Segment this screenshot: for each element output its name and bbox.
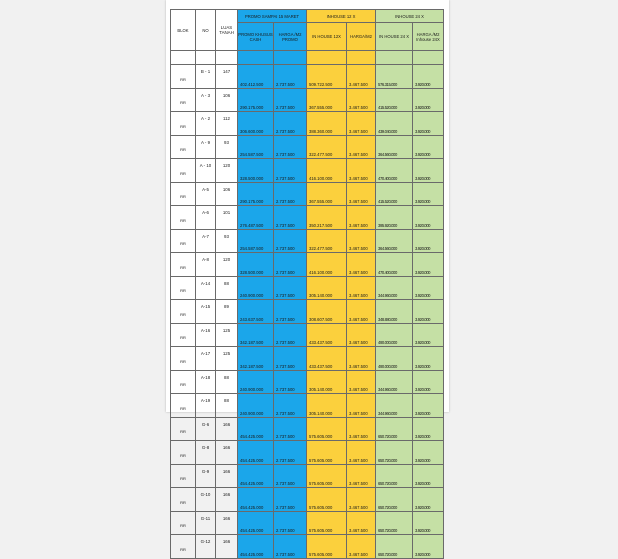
cell-promo-cash: 454.425.000 (238, 417, 274, 441)
cell-promo-cash: 240.900.000 (238, 394, 274, 418)
cell-harga-promo: 2.737.500 (274, 229, 307, 253)
cell-harga-m2: 3.467.500 (347, 135, 376, 159)
cell-harga-m2: 3.467.500 (347, 300, 376, 324)
cell-harga-promo: 2.737.500 (274, 65, 307, 89)
cell-blok: RR (171, 464, 196, 488)
cell-harga-m2: 3.467.500 (347, 253, 376, 277)
cell-harga-inhouse24: 3.920.000 (413, 159, 444, 183)
cell-no: A-6 (196, 206, 216, 230)
cell-harga-m2: 3.467.500 (347, 229, 376, 253)
cell-inhouse24: 470.400.000 (376, 159, 413, 183)
cell-blok: RR (171, 370, 196, 394)
cell-no: A - 2 (196, 112, 216, 136)
cell-inhouse12: 575.605.000 (307, 417, 347, 441)
cell-inhouse12: 509.722.500 (307, 65, 347, 89)
cell-inhouse24: 439.040.000 (376, 112, 413, 136)
spacer-cell (274, 51, 307, 65)
cell-inhouse12: 305.140.000 (307, 276, 347, 300)
header-harga-inhouse24: HARGA /M2 Inhouse 24X (413, 23, 444, 51)
cell-inhouse24: 650.720.000 (376, 441, 413, 465)
cell-luas: 166 (216, 464, 238, 488)
cell-luas: 101 (216, 206, 238, 230)
table-row (171, 276, 444, 300)
cell-promo-cash: 402.412.500 (238, 65, 274, 89)
cell-luas: 166 (216, 417, 238, 441)
cell-harga-promo: 2.737.500 (274, 300, 307, 324)
cell-promo-cash: 454.425.000 (238, 535, 274, 559)
cell-inhouse24: 344.960.000 (376, 276, 413, 300)
cell-inhouse24: 490.000.000 (376, 347, 413, 371)
cell-luas: 166 (216, 488, 238, 512)
cell-no: G-11 (196, 511, 216, 535)
header-group-promo: PROMO SAMPAI 15 MARET (238, 10, 307, 23)
cell-harga-m2: 3.467.500 (347, 276, 376, 300)
cell-harga-promo: 2.737.500 (274, 417, 307, 441)
price-list-sheet (166, 0, 449, 557)
table-row (171, 253, 444, 277)
table-row (171, 65, 444, 89)
cell-inhouse12: 322.477.500 (307, 229, 347, 253)
cell-harga-m2: 3.467.500 (347, 65, 376, 89)
table-body (171, 51, 444, 559)
cell-inhouse12: 416.100.000 (307, 159, 347, 183)
cell-harga-inhouse24: 3.920.000 (413, 347, 444, 371)
cell-harga-promo: 2.737.500 (274, 276, 307, 300)
cell-inhouse24: 415.520.000 (376, 88, 413, 112)
cell-harga-m2: 3.467.500 (347, 159, 376, 183)
cell-harga-inhouse24: 3.920.000 (413, 394, 444, 418)
table-row (171, 182, 444, 206)
cell-harga-inhouse24: 3.920.000 (413, 88, 444, 112)
cell-inhouse24: 650.720.000 (376, 511, 413, 535)
cell-harga-inhouse24: 3.920.000 (413, 182, 444, 206)
cell-promo-cash: 276.487.500 (238, 206, 274, 230)
cell-harga-promo: 2.737.500 (274, 253, 307, 277)
cell-harga-promo: 2.737.500 (274, 347, 307, 371)
table-row (171, 300, 444, 324)
spacer-cell (347, 51, 376, 65)
cell-inhouse12: 367.555.000 (307, 182, 347, 206)
header-harga-promo: HARGA /M2 PROMO (274, 23, 307, 51)
cell-promo-cash: 454.425.000 (238, 464, 274, 488)
cell-inhouse24: 344.960.000 (376, 370, 413, 394)
cell-blok: RR (171, 323, 196, 347)
cell-luas: 88 (216, 394, 238, 418)
cell-harga-promo: 2.737.500 (274, 88, 307, 112)
cell-promo-cash: 454.425.000 (238, 488, 274, 512)
cell-inhouse24: 364.560.000 (376, 135, 413, 159)
cell-promo-cash: 240.900.000 (238, 276, 274, 300)
cell-luas: 120 (216, 159, 238, 183)
header-inhouse24: IN HOUSE 24 X (376, 23, 413, 51)
cell-inhouse24: 576.315.000 (376, 65, 413, 89)
header-harga-m2: HARGA/M2 (347, 23, 376, 51)
table-row (171, 112, 444, 136)
cell-harga-promo: 2.737.500 (274, 511, 307, 535)
cell-inhouse12: 433.437.500 (307, 323, 347, 347)
cell-harga-promo: 2.737.500 (274, 441, 307, 465)
cell-blok: RR (171, 511, 196, 535)
cell-harga-m2: 3.467.500 (347, 511, 376, 535)
cell-no: A-14 (196, 276, 216, 300)
table-header (171, 10, 444, 51)
cell-promo-cash: 328.500.000 (238, 159, 274, 183)
cell-inhouse24: 650.720.000 (376, 417, 413, 441)
cell-harga-promo: 2.737.500 (274, 535, 307, 559)
cell-harga-inhouse24: 3.920.000 (413, 370, 444, 394)
cell-inhouse12: 575.605.000 (307, 488, 347, 512)
cell-luas: 88 (216, 276, 238, 300)
table-row (171, 135, 444, 159)
cell-inhouse12: 416.100.000 (307, 253, 347, 277)
cell-harga-m2: 3.467.500 (347, 417, 376, 441)
cell-promo-cash: 254.587.500 (238, 229, 274, 253)
table-row (171, 159, 444, 183)
cell-blok: RR (171, 300, 196, 324)
cell-harga-inhouse24: 3.920.000 (413, 300, 444, 324)
cell-blok: RR (171, 112, 196, 136)
cell-harga-m2: 3.467.500 (347, 464, 376, 488)
header-luas-tanah: LUAS TANAH (216, 10, 238, 51)
spacer-row (171, 51, 444, 65)
header-group-inhouse12: INHOUSE 12 X (307, 10, 376, 23)
cell-inhouse24: 650.720.000 (376, 464, 413, 488)
cell-luas: 93 (216, 229, 238, 253)
cell-harga-m2: 3.467.500 (347, 347, 376, 371)
cell-inhouse12: 575.605.000 (307, 441, 347, 465)
cell-harga-inhouse24: 3.920.000 (413, 112, 444, 136)
cell-blok: RR (171, 488, 196, 512)
cell-blok: RR (171, 253, 196, 277)
spacer-cell (413, 51, 444, 65)
spacer-cell (216, 51, 238, 65)
header-blok: BLOK (171, 10, 196, 51)
cell-blok: RR (171, 276, 196, 300)
cell-inhouse12: 305.140.000 (307, 370, 347, 394)
cell-harga-m2: 3.467.500 (347, 535, 376, 559)
header-promo-cash: PROMO KHUSUS CASH (238, 23, 274, 51)
cell-promo-cash: 342.187.500 (238, 323, 274, 347)
spacer-cell (376, 51, 413, 65)
cell-harga-promo: 2.737.500 (274, 464, 307, 488)
cell-harga-m2: 3.467.500 (347, 441, 376, 465)
cell-promo-cash: 254.587.500 (238, 135, 274, 159)
spacer-cell (196, 51, 216, 65)
cell-no: A-5 (196, 182, 216, 206)
cell-inhouse12: 575.605.000 (307, 464, 347, 488)
cell-promo-cash: 328.500.000 (238, 253, 274, 277)
cell-inhouse12: 305.140.000 (307, 394, 347, 418)
cell-harga-inhouse24: 3.920.000 (413, 229, 444, 253)
cell-harga-inhouse24: 3.920.000 (413, 65, 444, 89)
cell-promo-cash: 243.637.500 (238, 300, 274, 324)
cell-luas: 166 (216, 511, 238, 535)
cell-inhouse24: 415.520.000 (376, 182, 413, 206)
cell-harga-m2: 3.467.500 (347, 88, 376, 112)
cell-luas: 166 (216, 535, 238, 559)
cell-inhouse12: 575.605.000 (307, 511, 347, 535)
cell-harga-m2: 3.467.500 (347, 488, 376, 512)
cell-inhouse24: 470.400.000 (376, 253, 413, 277)
cell-luas: 166 (216, 441, 238, 465)
cell-harga-inhouse24: 3.920.000 (413, 206, 444, 230)
cell-blok: RR (171, 347, 196, 371)
table-row (171, 323, 444, 347)
cell-luas: 93 (216, 135, 238, 159)
table-row (171, 347, 444, 371)
header-no: NO (196, 10, 216, 51)
cell-luas: 112 (216, 112, 238, 136)
cell-promo-cash: 454.425.000 (238, 511, 274, 535)
cell-harga-m2: 3.467.500 (347, 112, 376, 136)
cell-blok: RR (171, 417, 196, 441)
cell-harga-inhouse24: 3.920.000 (413, 488, 444, 512)
cell-inhouse24: 650.720.000 (376, 488, 413, 512)
cell-no: B - 1 (196, 65, 216, 89)
cell-harga-promo: 2.737.500 (274, 112, 307, 136)
cell-harga-inhouse24: 3.920.000 (413, 417, 444, 441)
cell-promo-cash: 290.175.000 (238, 88, 274, 112)
cell-luas: 106 (216, 88, 238, 112)
cell-luas: 106 (216, 182, 238, 206)
cell-luas: 120 (216, 253, 238, 277)
cell-harga-inhouse24: 3.920.000 (413, 535, 444, 559)
cell-harga-m2: 3.467.500 (347, 206, 376, 230)
cell-harga-promo: 2.737.500 (274, 370, 307, 394)
price-table (170, 9, 444, 559)
cell-inhouse24: 650.720.000 (376, 535, 413, 559)
cell-harga-m2: 3.467.500 (347, 370, 376, 394)
header-inhouse12: IN HOUSE 12X (307, 23, 347, 51)
cell-harga-inhouse24: 3.920.000 (413, 276, 444, 300)
cell-luas: 88 (216, 370, 238, 394)
cell-promo-cash: 240.900.000 (238, 370, 274, 394)
cell-luas: 125 (216, 347, 238, 371)
cell-luas: 89 (216, 300, 238, 324)
cell-blok: RR (171, 88, 196, 112)
cell-no: A - 9 (196, 135, 216, 159)
cell-promo-cash: 454.425.000 (238, 441, 274, 465)
table-row (171, 229, 444, 253)
cell-no: A-8 (196, 253, 216, 277)
cell-blok: RR (171, 441, 196, 465)
cell-harga-promo: 2.737.500 (274, 135, 307, 159)
cell-inhouse24: 348.880.000 (376, 300, 413, 324)
cell-harga-inhouse24: 3.920.000 (413, 464, 444, 488)
cell-inhouse12: 350.217.500 (307, 206, 347, 230)
cell-inhouse12: 308.607.500 (307, 300, 347, 324)
cell-blok: RR (171, 535, 196, 559)
cell-harga-m2: 3.467.500 (347, 394, 376, 418)
table-row (171, 441, 444, 465)
cell-inhouse12: 388.360.000 (307, 112, 347, 136)
cell-blok: RR (171, 394, 196, 418)
cell-inhouse12: 322.477.500 (307, 135, 347, 159)
cell-no: A - 10 (196, 159, 216, 183)
cell-inhouse24: 364.560.000 (376, 229, 413, 253)
cell-harga-promo: 2.737.500 (274, 206, 307, 230)
cell-no: G-6 (196, 417, 216, 441)
cell-harga-promo: 2.737.500 (274, 182, 307, 206)
cell-harga-inhouse24: 3.920.000 (413, 135, 444, 159)
cell-no: A-19 (196, 394, 216, 418)
cell-harga-m2: 3.467.500 (347, 323, 376, 347)
cell-inhouse24: 395.920.000 (376, 206, 413, 230)
cell-inhouse12: 433.437.500 (307, 347, 347, 371)
cell-harga-inhouse24: 3.920.000 (413, 441, 444, 465)
cell-no: G-8 (196, 441, 216, 465)
cell-harga-inhouse24: 3.920.000 (413, 253, 444, 277)
cell-harga-promo: 2.737.500 (274, 323, 307, 347)
cell-luas: 147 (216, 65, 238, 89)
table-row (171, 394, 444, 418)
cell-harga-inhouse24: 3.920.000 (413, 323, 444, 347)
cell-no: G-12 (196, 535, 216, 559)
table-row (171, 464, 444, 488)
table-row (171, 206, 444, 230)
table-row (171, 88, 444, 112)
cell-blok: RR (171, 229, 196, 253)
cell-inhouse24: 490.000.000 (376, 323, 413, 347)
cell-inhouse24: 344.960.000 (376, 394, 413, 418)
cell-blok: RR (171, 135, 196, 159)
cell-harga-m2: 3.467.500 (347, 182, 376, 206)
cell-no: A - 3 (196, 88, 216, 112)
cell-promo-cash: 290.175.000 (238, 182, 274, 206)
cell-blok: RR (171, 206, 196, 230)
cell-luas: 125 (216, 323, 238, 347)
cell-inhouse12: 575.605.000 (307, 535, 347, 559)
table-row (171, 417, 444, 441)
spacer-cell (307, 51, 347, 65)
cell-blok: RR (171, 65, 196, 89)
table-row (171, 488, 444, 512)
cell-harga-promo: 2.737.500 (274, 394, 307, 418)
cell-no: A-7 (196, 229, 216, 253)
cell-no: A-18 (196, 370, 216, 394)
cell-promo-cash: 306.600.000 (238, 112, 274, 136)
cell-harga-promo: 2.737.500 (274, 488, 307, 512)
cell-no: A-15 (196, 300, 216, 324)
cell-harga-promo: 2.737.500 (274, 159, 307, 183)
cell-harga-inhouse24: 3.920.000 (413, 511, 444, 535)
table-row (171, 535, 444, 559)
cell-no: A-16 (196, 323, 216, 347)
table-row (171, 370, 444, 394)
header-group-inhouse24: INHOUSE 24 X (376, 10, 444, 23)
cell-no: G-10 (196, 488, 216, 512)
cell-promo-cash: 342.187.500 (238, 347, 274, 371)
cell-blok: RR (171, 182, 196, 206)
cell-no: G-9 (196, 464, 216, 488)
cell-inhouse12: 367.555.000 (307, 88, 347, 112)
cell-blok: RR (171, 159, 196, 183)
cell-no: A-17 (196, 347, 216, 371)
spacer-cell (171, 51, 196, 65)
table-row (171, 511, 444, 535)
spacer-cell (238, 51, 274, 65)
